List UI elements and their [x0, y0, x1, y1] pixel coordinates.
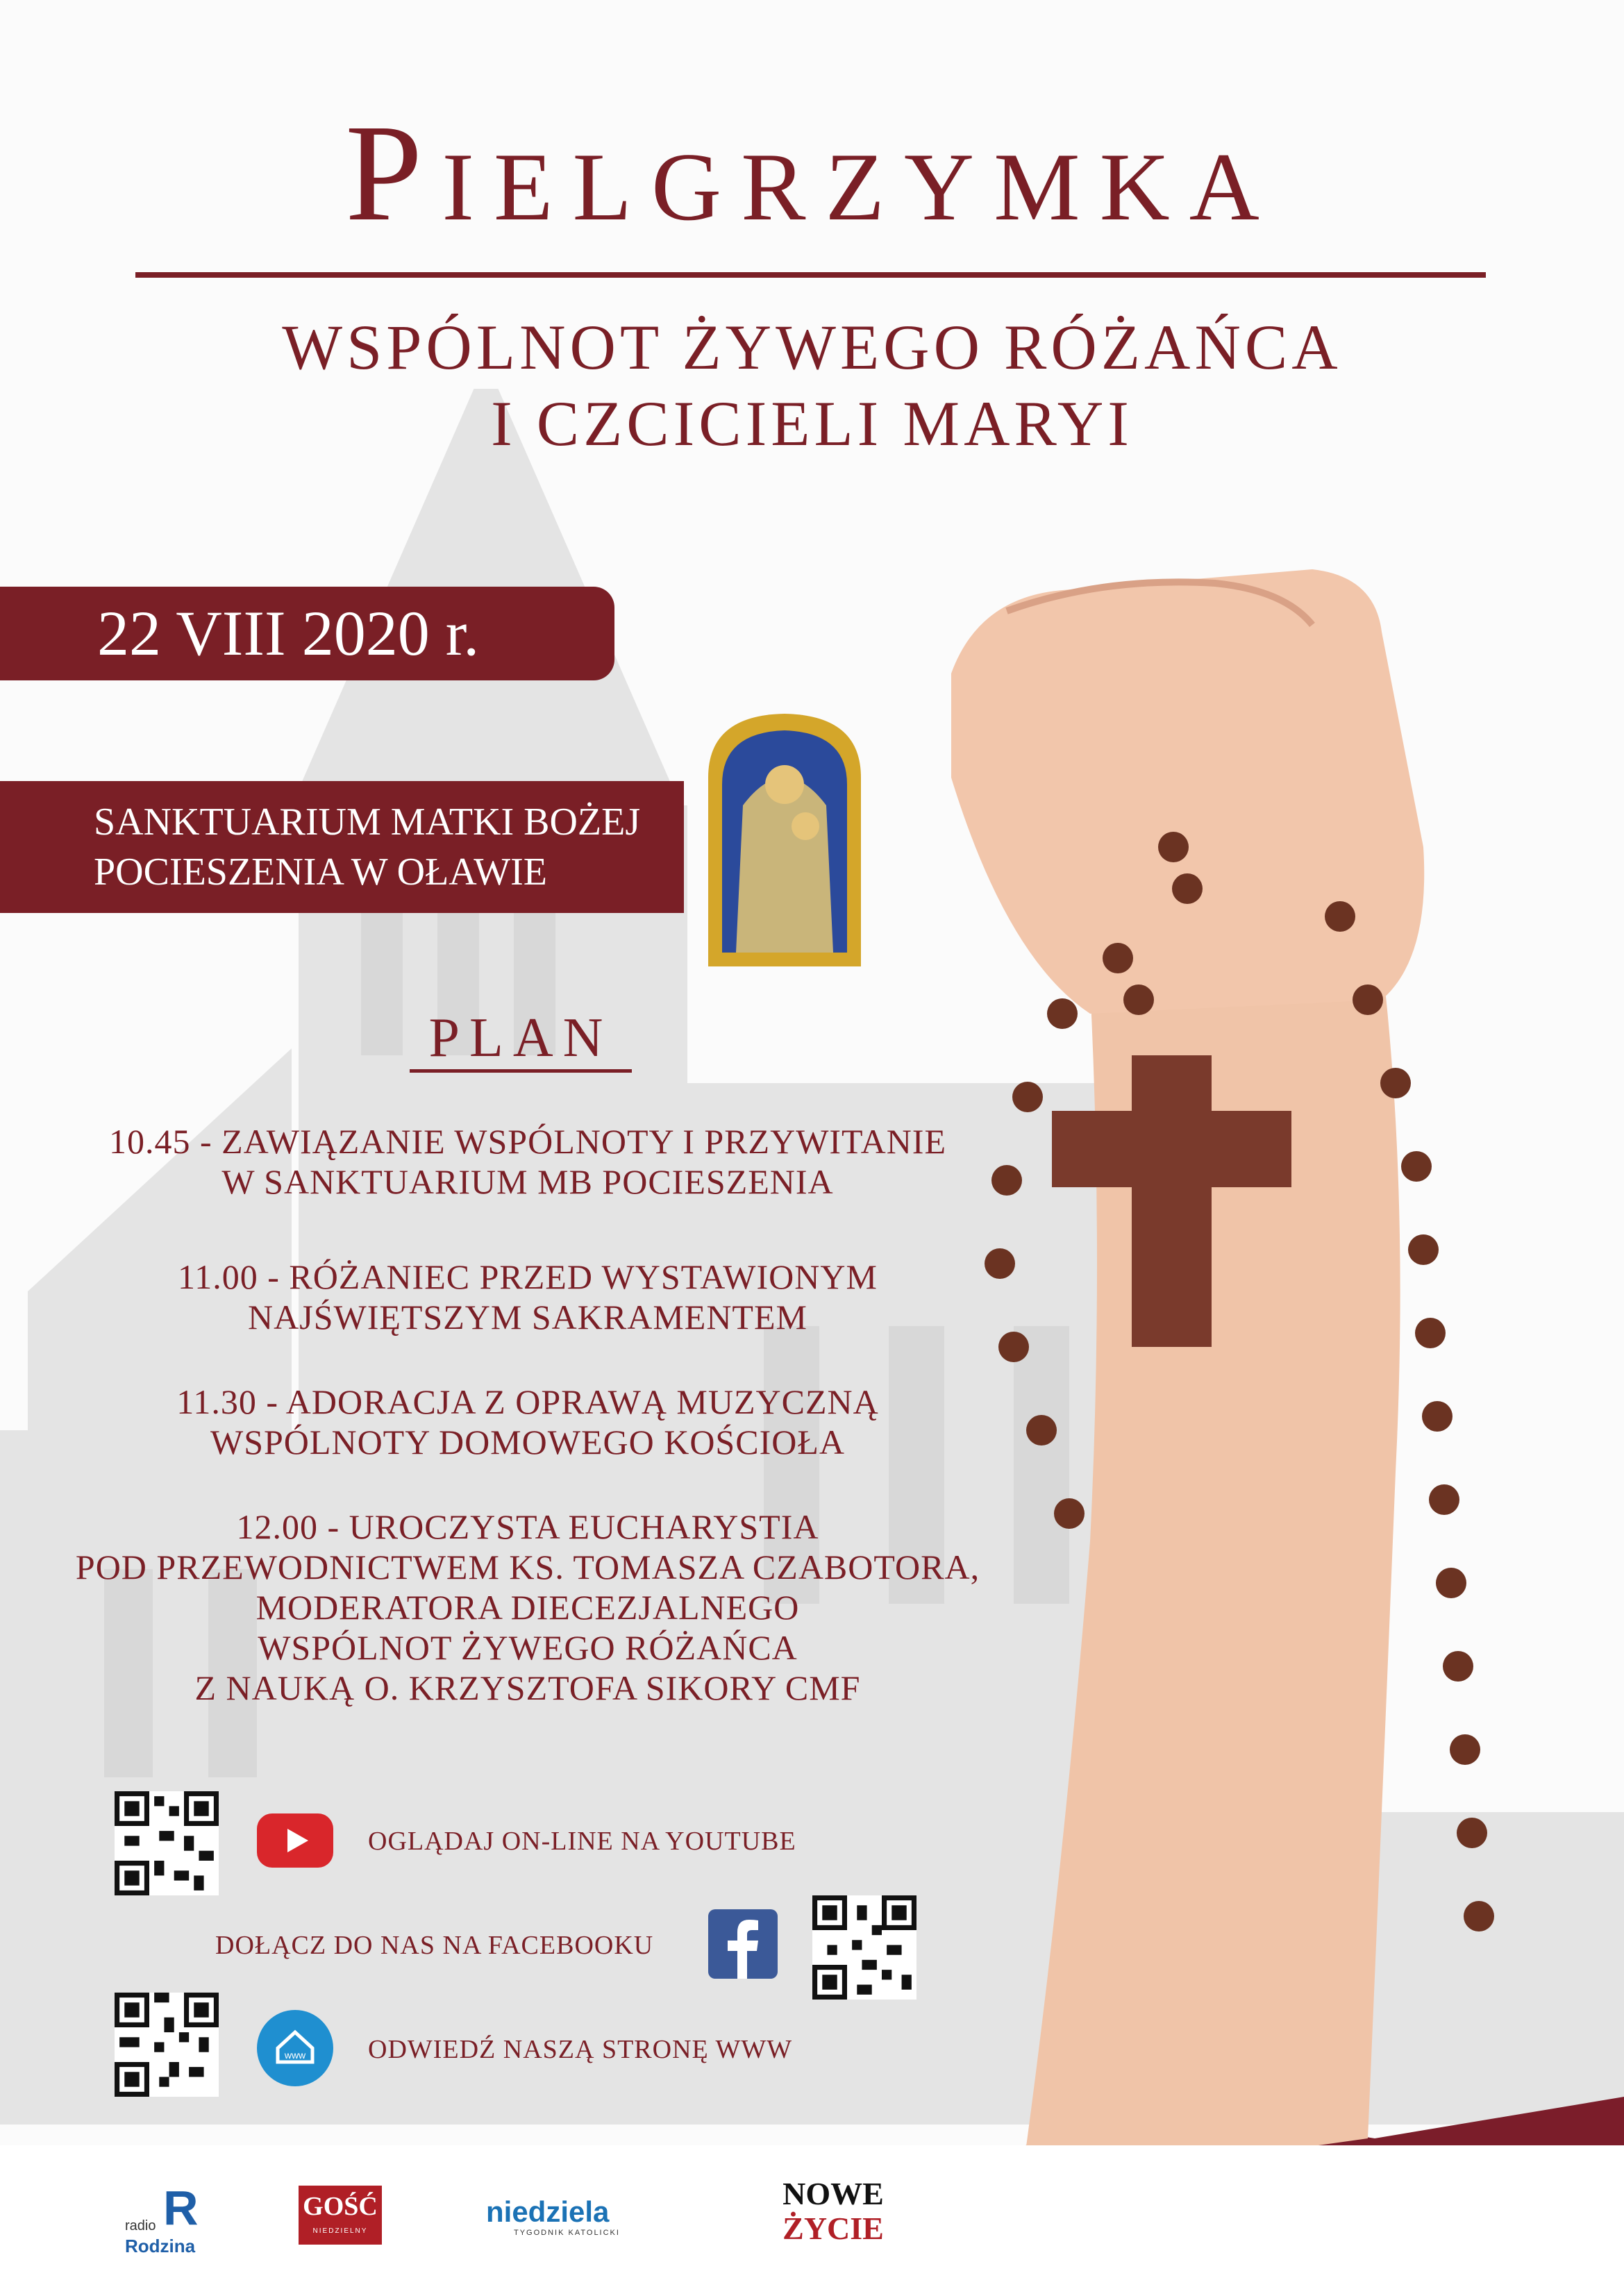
gosc-title: GOŚĆ: [303, 2192, 378, 2221]
niedziela-title: niedziela: [486, 2195, 610, 2228]
plan-item: [69, 1121, 986, 1202]
plan-item-line: MODERATORA DIECEZJALNEGO: [256, 1588, 800, 1627]
plan-item-line: W SANKTUARIUM MB POCIESZENIA: [221, 1162, 834, 1201]
youtube-link[interactable]: OGLĄDAJ ON-LINE NA YOUTUBE: [368, 1827, 796, 1856]
plan-item: [69, 1257, 986, 1337]
niedziela-subtitle: TYGODNIK KATOLICKI: [514, 2229, 620, 2237]
page-title: Pielgrzymka: [345, 97, 1279, 250]
facebook-link[interactable]: DOŁĄCZ DO NAS NA FACEBOOKU: [215, 1931, 654, 1960]
plan-item-line: Z NAUKĄ O. KRZYSZTOFA SIKORY CMF: [194, 1668, 861, 1707]
qr-code-www[interactable]: [115, 1993, 219, 2097]
place-line-2: POCIESZENIA W OŁAWIE: [94, 850, 547, 894]
nowe-text: NOWE: [782, 2176, 884, 2211]
plan-item-line: 11.30 - ADORACJA Z OPRAWĄ MUZYCZNĄ: [176, 1382, 879, 1421]
radio-r-mark: R: [163, 2181, 199, 2235]
plan-item-line: NAJŚWIĘTSZYM SAKRAMENTEM: [248, 1298, 807, 1336]
radio-label: radio: [125, 2218, 156, 2234]
title-divider: [135, 272, 1486, 278]
qr-code-facebook[interactable]: [812, 1895, 916, 2000]
gosc-subtitle: NIEDZIELNY: [312, 2227, 368, 2235]
plan-item-line: 11.00 - RÓŻANIEC PRZED WYSTAWIONYM: [178, 1257, 878, 1296]
madonna-icon: [701, 708, 868, 972]
plan-item-line: WSPÓLNOT ŻYWEGO RÓŻAŃCA: [258, 1628, 798, 1667]
plan-item: [69, 1382, 986, 1462]
facebook-icon[interactable]: [708, 1909, 778, 1979]
www-icon-label: www: [284, 2050, 306, 2061]
hand-rosary-illustration: [923, 569, 1624, 2296]
youtube-icon[interactable]: [257, 1813, 333, 1868]
www-link[interactable]: ODWIEDŹ NASZĄ STRONĘ WWW: [368, 2035, 793, 2064]
plan-item-line: 12.00 - UROCZYSTA EUCHARYSTIA: [236, 1507, 819, 1546]
place-line-1: SANKTUARIUM MATKI BOŻEJ: [94, 801, 641, 844]
www-icon[interactable]: [257, 2010, 333, 2086]
gosc-niedzielny-logo: [299, 2186, 382, 2245]
zycie-text: ŻYCIE: [782, 2211, 884, 2246]
sponsor-footer: [0, 2145, 1624, 2296]
plan-item-line: 10.45 - ZAWIĄZANIE WSPÓLNOTY I PRZYWITANIE: [108, 1122, 946, 1161]
radio-rodzina-logo: [125, 2180, 215, 2263]
subtitle-line-2: I CZCICIELI MARYI: [491, 388, 1133, 459]
qr-code-youtube[interactable]: [115, 1791, 219, 1895]
plan-item-line: POD PRZEWODNICTWEM KS. TOMASZA CZABOTORA,: [75, 1548, 980, 1586]
nowe-zycie-logo: [778, 2177, 889, 2253]
place-banner: [0, 781, 684, 913]
niedziela-logo: [486, 2195, 687, 2244]
radio-rodzina-name: Rodzina: [125, 2236, 196, 2256]
plan-item-line: WSPÓLNOTY DOMOWEGO KOŚCIOŁA: [210, 1423, 845, 1461]
subtitle-line-1: WSPÓLNOT ŻYWEGO RÓŻAŃCA: [282, 312, 1342, 383]
date-banner: 22 VIII 2020 r.: [0, 587, 614, 680]
plan-heading: PLAN: [428, 1007, 613, 1069]
plan-item: [69, 1507, 986, 1708]
plan-divider: [410, 1069, 632, 1073]
